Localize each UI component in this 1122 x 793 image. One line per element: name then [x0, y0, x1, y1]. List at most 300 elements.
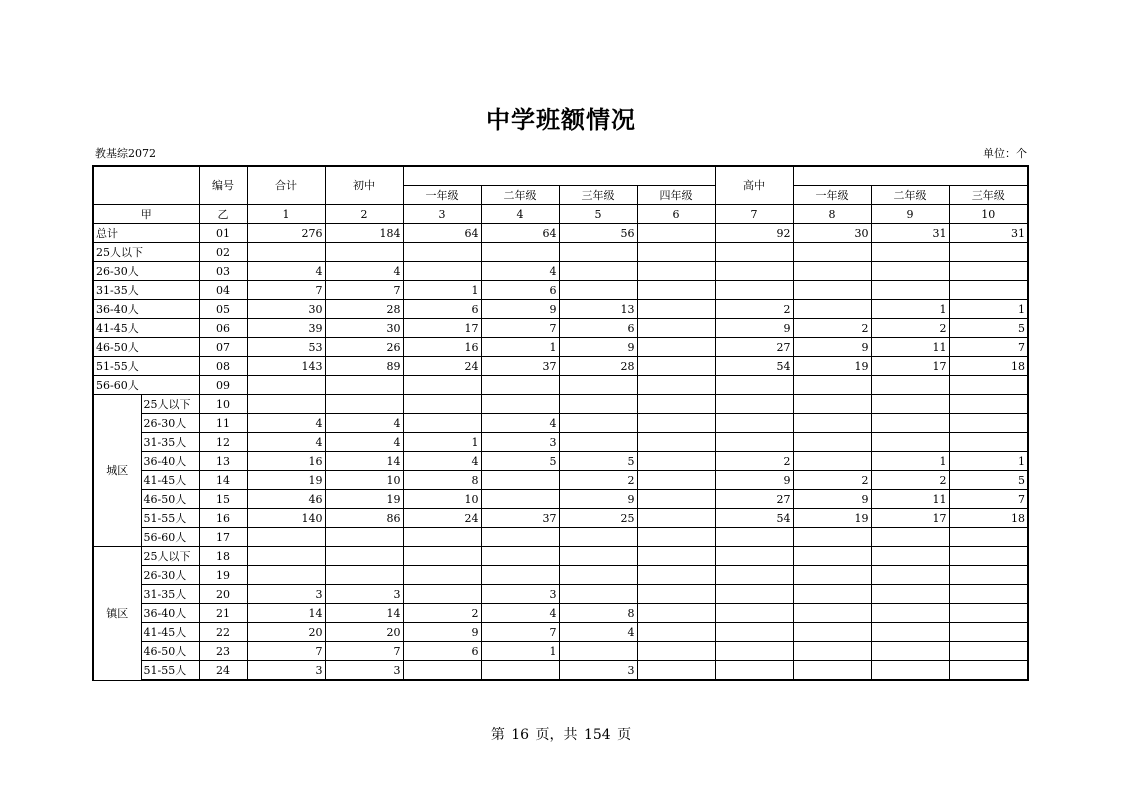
value-cell [793, 376, 871, 395]
value-cell: 10 [325, 471, 403, 490]
row-code: 14 [199, 471, 247, 490]
value-cell: 18 [949, 357, 1028, 376]
value-cell: 19 [793, 509, 871, 528]
header-grade: 二年级 [481, 186, 559, 205]
value-cell [637, 319, 715, 338]
value-cell: 9 [793, 490, 871, 509]
table-row [93, 490, 1028, 509]
value-cell [481, 471, 559, 490]
value-cell [637, 547, 715, 566]
table-row [93, 300, 1028, 319]
value-cell [871, 414, 949, 433]
value-cell [325, 243, 403, 262]
group-label-chengqu: 城区 [93, 395, 141, 547]
table-row [93, 642, 1028, 661]
page-title: 中学班额情况 [486, 106, 636, 134]
value-cell: 2 [403, 604, 481, 623]
value-cell: 54 [715, 357, 793, 376]
table-row [93, 452, 1028, 471]
row-code: 13 [199, 452, 247, 471]
value-cell: 24 [403, 509, 481, 528]
row-label: 26-30人 [141, 414, 199, 433]
index-cell: 9 [871, 205, 949, 224]
value-cell [715, 262, 793, 281]
row-code: 11 [199, 414, 247, 433]
row-label: 46-50人 [141, 490, 199, 509]
value-cell [403, 376, 481, 395]
table-row [93, 262, 1028, 281]
value-cell: 24 [403, 357, 481, 376]
value-cell [871, 566, 949, 585]
value-cell [949, 395, 1028, 414]
value-cell: 1 [403, 433, 481, 452]
value-cell [949, 623, 1028, 642]
value-cell [247, 376, 325, 395]
value-cell: 9 [793, 338, 871, 357]
value-cell: 4 [481, 414, 559, 433]
header-grade: 四年级 [637, 186, 715, 205]
index-cell: 8 [793, 205, 871, 224]
value-cell [793, 642, 871, 661]
row-label: 25人以下 [141, 395, 199, 414]
row-code: 03 [199, 262, 247, 281]
table-row [93, 243, 1028, 262]
table-row [93, 509, 1028, 528]
value-cell: 92 [715, 224, 793, 243]
value-cell: 184 [325, 224, 403, 243]
value-cell: 17 [403, 319, 481, 338]
row-label: 26-30人 [141, 566, 199, 585]
value-cell [637, 661, 715, 681]
row-label: 总计 [93, 224, 199, 243]
value-cell [637, 509, 715, 528]
value-cell [403, 547, 481, 566]
row-label: 46-50人 [141, 642, 199, 661]
value-cell: 31 [949, 224, 1028, 243]
page-footer: 第 16 页，共 154 页 [490, 727, 632, 743]
row-code: 15 [199, 490, 247, 509]
value-cell [949, 414, 1028, 433]
value-cell: 7 [325, 642, 403, 661]
value-cell: 56 [559, 224, 637, 243]
value-cell [949, 585, 1028, 604]
value-cell: 10 [403, 490, 481, 509]
table-row [93, 471, 1028, 490]
row-code: 23 [199, 642, 247, 661]
value-cell: 27 [715, 490, 793, 509]
value-cell: 4 [559, 623, 637, 642]
value-cell [637, 433, 715, 452]
value-cell: 3 [481, 585, 559, 604]
value-cell: 37 [481, 509, 559, 528]
row-code: 01 [199, 224, 247, 243]
value-cell: 31 [871, 224, 949, 243]
header-row-1 [93, 166, 1028, 186]
value-cell [637, 566, 715, 585]
value-cell: 2 [715, 300, 793, 319]
value-cell: 30 [325, 319, 403, 338]
value-cell: 14 [325, 452, 403, 471]
value-cell [871, 661, 949, 681]
value-cell: 143 [247, 357, 325, 376]
value-cell [247, 528, 325, 547]
value-cell: 8 [559, 604, 637, 623]
row-code: 08 [199, 357, 247, 376]
value-cell: 9 [559, 338, 637, 357]
value-cell: 9 [715, 319, 793, 338]
value-cell: 18 [949, 509, 1028, 528]
value-cell: 5 [559, 452, 637, 471]
value-cell [715, 376, 793, 395]
value-cell: 16 [403, 338, 481, 357]
group-label-zhenqu: 镇区 [93, 547, 141, 681]
value-cell [715, 661, 793, 681]
value-cell [793, 414, 871, 433]
row-code: 16 [199, 509, 247, 528]
row-code: 10 [199, 395, 247, 414]
value-cell [559, 262, 637, 281]
value-cell [559, 281, 637, 300]
value-cell [637, 243, 715, 262]
value-cell [949, 376, 1028, 395]
value-cell [793, 395, 871, 414]
value-cell [871, 642, 949, 661]
value-cell [871, 395, 949, 414]
row-label: 51-55人 [93, 357, 199, 376]
value-cell [403, 566, 481, 585]
value-cell: 46 [247, 490, 325, 509]
value-cell [325, 566, 403, 585]
row-label: 36-40人 [141, 452, 199, 471]
header-gaozhong: 高中 [715, 166, 793, 205]
header-grade: 二年级 [871, 186, 949, 205]
value-cell: 1 [481, 642, 559, 661]
value-cell [949, 661, 1028, 681]
value-cell: 7 [247, 642, 325, 661]
value-cell: 9 [481, 300, 559, 319]
value-cell [637, 338, 715, 357]
value-cell: 7 [949, 338, 1028, 357]
value-cell: 1 [403, 281, 481, 300]
row-code: 09 [199, 376, 247, 395]
value-cell [481, 528, 559, 547]
row-code: 07 [199, 338, 247, 357]
value-cell: 11 [871, 338, 949, 357]
value-cell [793, 566, 871, 585]
value-cell [793, 281, 871, 300]
row-code: 18 [199, 547, 247, 566]
index-cell: 4 [481, 205, 559, 224]
value-cell: 3 [325, 661, 403, 681]
value-cell: 4 [481, 262, 559, 281]
row-code: 06 [199, 319, 247, 338]
value-cell: 9 [559, 490, 637, 509]
value-cell: 54 [715, 509, 793, 528]
index-cell: 5 [559, 205, 637, 224]
value-cell [481, 395, 559, 414]
value-cell [637, 224, 715, 243]
value-cell [403, 661, 481, 681]
value-cell [715, 281, 793, 300]
value-cell [403, 262, 481, 281]
value-cell [481, 566, 559, 585]
class-size-table [92, 165, 1029, 681]
value-cell: 4 [325, 262, 403, 281]
table-row [93, 376, 1028, 395]
value-cell: 4 [325, 433, 403, 452]
value-cell [559, 395, 637, 414]
table-row [93, 604, 1028, 623]
row-label: 46-50人 [93, 338, 199, 357]
value-cell [247, 566, 325, 585]
value-cell: 14 [325, 604, 403, 623]
value-cell [637, 528, 715, 547]
value-cell [559, 547, 637, 566]
value-cell [949, 604, 1028, 623]
value-cell: 39 [247, 319, 325, 338]
header-grade: 一年级 [793, 186, 871, 205]
value-cell [871, 623, 949, 642]
value-cell [949, 547, 1028, 566]
index-cell: 6 [637, 205, 715, 224]
value-cell: 2 [559, 471, 637, 490]
value-cell [793, 300, 871, 319]
value-cell: 4 [247, 262, 325, 281]
table-row [93, 281, 1028, 300]
row-code: 04 [199, 281, 247, 300]
value-cell: 64 [403, 224, 481, 243]
value-cell: 6 [403, 642, 481, 661]
index-cell: 乙 [199, 205, 247, 224]
value-cell: 8 [403, 471, 481, 490]
value-cell: 6 [403, 300, 481, 319]
header-grade: 一年级 [403, 186, 481, 205]
value-cell: 1 [481, 338, 559, 357]
value-cell [637, 452, 715, 471]
header-bianhao: 编号 [199, 166, 247, 205]
value-cell [247, 547, 325, 566]
value-cell: 5 [481, 452, 559, 471]
value-cell [715, 395, 793, 414]
value-cell [559, 433, 637, 452]
value-cell [715, 604, 793, 623]
value-cell [793, 585, 871, 604]
value-cell: 3 [559, 661, 637, 681]
value-cell [793, 243, 871, 262]
value-cell [949, 281, 1028, 300]
row-code: 12 [199, 433, 247, 452]
value-cell: 28 [559, 357, 637, 376]
value-cell [949, 642, 1028, 661]
value-cell [403, 414, 481, 433]
value-cell: 7 [481, 623, 559, 642]
value-cell: 3 [247, 661, 325, 681]
table-row [93, 395, 1028, 414]
value-cell [871, 262, 949, 281]
index-cell: 甲 [93, 205, 199, 224]
index-cell: 3 [403, 205, 481, 224]
value-cell [559, 642, 637, 661]
value-cell: 6 [481, 281, 559, 300]
value-cell: 4 [481, 604, 559, 623]
value-cell: 3 [325, 585, 403, 604]
value-cell [715, 623, 793, 642]
value-cell: 19 [325, 490, 403, 509]
value-cell [559, 414, 637, 433]
row-label: 41-45人 [141, 471, 199, 490]
index-cell: 10 [949, 205, 1028, 224]
value-cell: 20 [247, 623, 325, 642]
table-row [93, 414, 1028, 433]
value-cell [403, 243, 481, 262]
value-cell [949, 262, 1028, 281]
table-row [93, 528, 1028, 547]
value-cell: 4 [247, 414, 325, 433]
value-cell: 9 [403, 623, 481, 642]
value-cell [325, 547, 403, 566]
value-cell [247, 243, 325, 262]
value-cell [637, 471, 715, 490]
index-row [93, 205, 1028, 224]
row-code: 02 [199, 243, 247, 262]
value-cell [559, 376, 637, 395]
value-cell: 2 [793, 471, 871, 490]
table-row [93, 319, 1028, 338]
value-cell: 140 [247, 509, 325, 528]
value-cell: 14 [247, 604, 325, 623]
value-cell [637, 414, 715, 433]
value-cell [871, 281, 949, 300]
value-cell [715, 642, 793, 661]
blank-header-cell [93, 166, 199, 205]
table-row [93, 585, 1028, 604]
value-cell [637, 262, 715, 281]
value-cell: 27 [715, 338, 793, 357]
value-cell [793, 547, 871, 566]
row-label: 31-35人 [141, 433, 199, 452]
header-grade: 三年级 [559, 186, 637, 205]
row-label: 31-35人 [141, 585, 199, 604]
value-cell [637, 642, 715, 661]
value-cell: 4 [325, 414, 403, 433]
value-cell [403, 395, 481, 414]
value-cell [871, 243, 949, 262]
value-cell [949, 528, 1028, 547]
row-code: 20 [199, 585, 247, 604]
index-cell: 7 [715, 205, 793, 224]
table-row [93, 566, 1028, 585]
table-row [93, 433, 1028, 452]
table-row [93, 623, 1028, 642]
form-code: 教基综2072 [95, 147, 156, 160]
value-cell [481, 547, 559, 566]
value-cell [871, 585, 949, 604]
value-cell: 1 [949, 300, 1028, 319]
row-label: 36-40人 [93, 300, 199, 319]
value-cell: 9 [715, 471, 793, 490]
header-chuzhong-span [403, 166, 715, 186]
row-label: 56-60人 [93, 376, 199, 395]
value-cell: 7 [949, 490, 1028, 509]
value-cell [793, 623, 871, 642]
value-cell [559, 585, 637, 604]
value-cell [871, 547, 949, 566]
value-cell [637, 357, 715, 376]
row-label: 56-60人 [141, 528, 199, 547]
value-cell: 26 [325, 338, 403, 357]
value-cell [325, 395, 403, 414]
value-cell: 64 [481, 224, 559, 243]
value-cell [949, 566, 1028, 585]
row-code: 21 [199, 604, 247, 623]
row-label: 31-35人 [93, 281, 199, 300]
value-cell: 7 [325, 281, 403, 300]
value-cell: 30 [247, 300, 325, 319]
table-row [93, 224, 1028, 243]
value-cell: 4 [403, 452, 481, 471]
value-cell [871, 604, 949, 623]
value-cell [715, 414, 793, 433]
value-cell [481, 490, 559, 509]
value-cell [715, 585, 793, 604]
value-cell [481, 661, 559, 681]
value-cell [715, 528, 793, 547]
value-cell: 16 [247, 452, 325, 471]
row-label: 36-40人 [141, 604, 199, 623]
value-cell: 17 [871, 357, 949, 376]
value-cell: 11 [871, 490, 949, 509]
row-label: 26-30人 [93, 262, 199, 281]
value-cell [637, 281, 715, 300]
value-cell: 86 [325, 509, 403, 528]
value-cell [403, 585, 481, 604]
value-cell [637, 585, 715, 604]
value-cell: 1 [949, 452, 1028, 471]
value-cell [325, 376, 403, 395]
value-cell [247, 395, 325, 414]
header-gaozhong-span [793, 166, 1028, 186]
value-cell [715, 547, 793, 566]
value-cell: 1 [871, 300, 949, 319]
value-cell [559, 243, 637, 262]
value-cell [793, 452, 871, 471]
value-cell: 3 [481, 433, 559, 452]
value-cell: 13 [559, 300, 637, 319]
value-cell: 7 [247, 281, 325, 300]
value-cell [637, 604, 715, 623]
value-cell: 17 [871, 509, 949, 528]
value-cell: 3 [247, 585, 325, 604]
row-label: 25人以下 [141, 547, 199, 566]
value-cell: 28 [325, 300, 403, 319]
value-cell: 19 [247, 471, 325, 490]
header-chuzhong: 初中 [325, 166, 403, 205]
value-cell: 4 [247, 433, 325, 452]
value-cell: 30 [793, 224, 871, 243]
value-cell [949, 433, 1028, 452]
value-cell [637, 376, 715, 395]
value-cell [793, 433, 871, 452]
value-cell: 1 [871, 452, 949, 471]
value-cell: 2 [871, 319, 949, 338]
index-cell: 1 [247, 205, 325, 224]
row-code: 19 [199, 566, 247, 585]
value-cell: 20 [325, 623, 403, 642]
value-cell [481, 243, 559, 262]
value-cell [637, 395, 715, 414]
value-cell: 276 [247, 224, 325, 243]
value-cell [637, 490, 715, 509]
